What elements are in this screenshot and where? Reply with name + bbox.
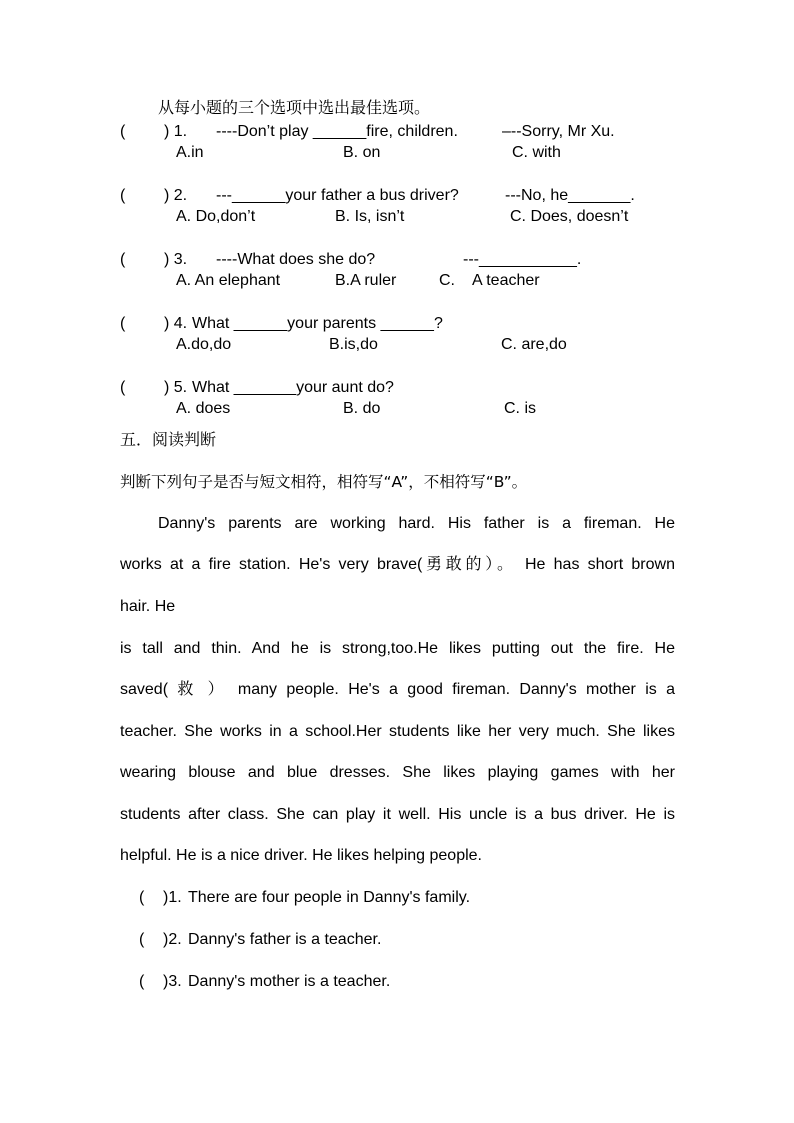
question-response: ---No, he_______.	[505, 187, 635, 204]
option-c: C. Does, doesn’t	[510, 208, 629, 225]
answer-paren-open: (	[139, 931, 145, 948]
option-c: A teacher	[472, 272, 540, 289]
question-number: ) 2.	[164, 187, 188, 204]
passage-line: saved( 救 ） many people. He's a good fireman. Danny's mother is a	[120, 681, 675, 698]
answer-paren-open: (	[139, 889, 145, 906]
question-text: ----Don’t play ______fire, children.	[216, 123, 458, 140]
option-b: B. do	[343, 400, 381, 417]
statement-text: Danny's father is a teacher.	[188, 931, 382, 948]
passage-line: helpful. He is a nice driver. He likes helping people.	[120, 847, 482, 864]
option-a: A.do,do	[176, 336, 232, 353]
option-b: B. on	[343, 144, 381, 161]
question-number: ) 4.	[164, 315, 188, 332]
option-b: B. Is, isn’t	[335, 208, 405, 225]
passage-line: works at a fire station. He's very brave(勇敢的）。 He has short brown	[120, 556, 675, 573]
option-b: B.is,do	[329, 336, 378, 353]
question-number: ) 3.	[164, 251, 188, 268]
passage-line: teacher. She works in a school.Her students like her very much. She likes	[120, 723, 675, 740]
statement-text: There are four people in Danny's family.	[188, 889, 471, 906]
question-number: ) 5.	[164, 379, 188, 396]
option-c: C. is	[504, 400, 536, 417]
option-a: A. Do,don’t	[176, 208, 256, 225]
option-a: A. does	[176, 400, 231, 417]
question-response: –--Sorry, Mr Xu.	[502, 123, 615, 140]
option-c: C. are,do	[501, 336, 567, 353]
option-b: B.A ruler	[335, 272, 397, 289]
answer-paren-open: (	[120, 315, 126, 332]
answer-paren-open: (	[120, 251, 126, 268]
statement-number: )3.	[163, 973, 182, 990]
section-instruction: 判断下列句子是否与短文相符，相符写“A”，不相符写“B”。	[120, 473, 528, 491]
answer-paren-open: (	[120, 379, 126, 396]
statement-number: )1.	[163, 889, 182, 906]
question-number: ) 1.	[164, 123, 188, 140]
option-c-letter: C.	[439, 272, 455, 289]
passage-line: Danny's parents are working hard. His father is a fireman. He	[158, 515, 675, 532]
option-a: A. An elephant	[176, 272, 281, 289]
statement-text: Danny's mother is a teacher.	[188, 973, 391, 990]
section-heading: 五．阅读判断	[120, 430, 217, 449]
passage-line: is tall and thin. And he is strong,too.He likes putting out the fire. He	[120, 640, 675, 657]
question-text: What _______your aunt do?	[192, 379, 394, 396]
question-text: ----What does she do?	[216, 251, 376, 268]
question-text: ---______your father a bus driver?	[216, 187, 459, 204]
mc-instruction: 从每小题的三个选项中选出最佳选项。	[158, 98, 431, 117]
question-response: ---___________.	[463, 251, 582, 268]
answer-paren-open: (	[120, 123, 126, 140]
option-c: C. with	[512, 144, 561, 161]
passage-line: hair. He	[120, 598, 176, 615]
option-a: A.in	[176, 144, 204, 161]
question-text: What ______your parents ______?	[192, 315, 443, 332]
passage-line: wearing blouse and blue dresses. She likes playing games with her	[120, 764, 675, 781]
passage-line: students after class. She can play it well. His uncle is a bus driver. He is	[120, 806, 675, 823]
answer-paren-open: (	[139, 973, 145, 990]
answer-paren-open: (	[120, 187, 126, 204]
statement-number: )2.	[163, 931, 182, 948]
